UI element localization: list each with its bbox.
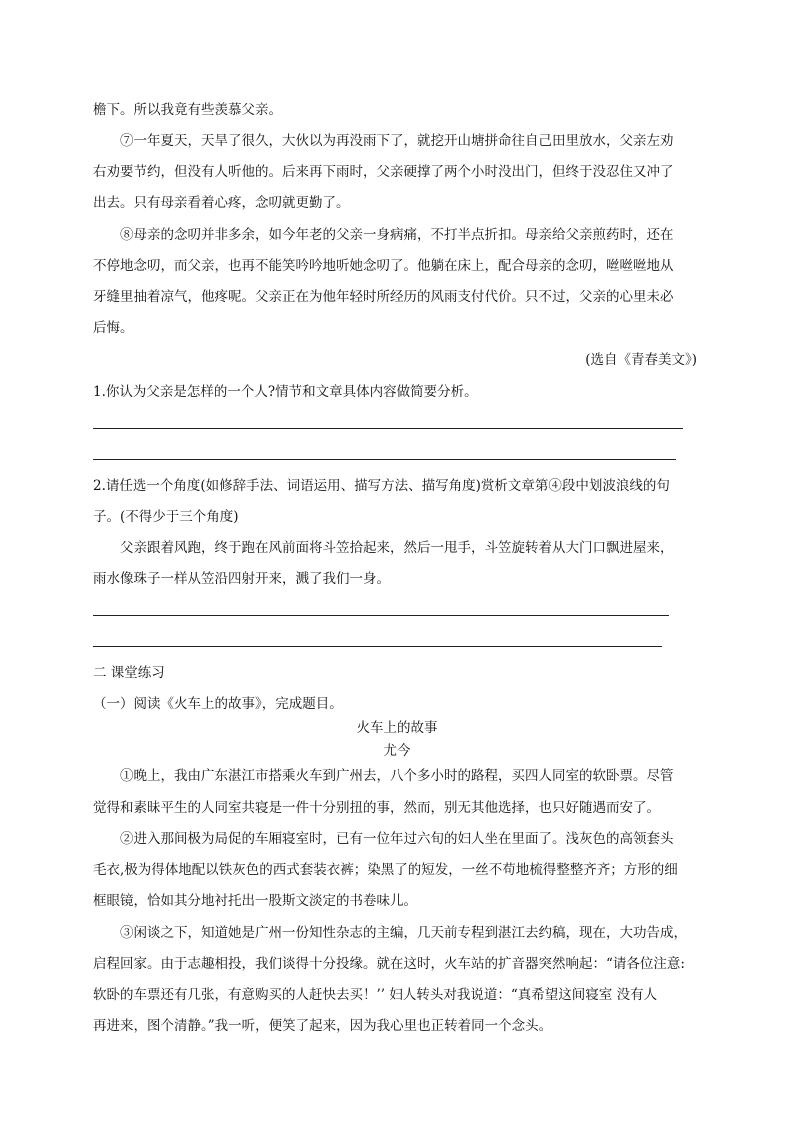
section-heading: 二 课堂练习: [93, 665, 165, 681]
text-line: 后悔。: [93, 320, 134, 336]
text-line: 框眼镜，恰如其分地衬托出一股斯文淡定的书卷味儿。: [93, 893, 417, 909]
text-line: 启程回家。由于志趣相投，我们谈得十分投缘。就在这时，火车站的扩音器突然响起：“请各位注意:: [93, 956, 685, 972]
question-2: 2.请任选一个角度(如修辞手法、词语运用、描写方法、描写角度)赏析文章第④段中划波浪线的句: [93, 478, 670, 494]
text-line: 檐下。所以我竟有些羡慕父亲。: [93, 102, 282, 118]
answer-line-2[interactable]: [93, 459, 676, 460]
paragraph-1-start: ①晚上，我由广东湛江市搭乘火车到广州去，八个多小时的路程，买四人同室的软卧票。尽管: [120, 768, 674, 784]
reading-instruction: （一）阅读《火车上的故事》，完成题目。: [93, 696, 343, 712]
quoted-sentence-cont: 雨水像珠子一样从笠沿四射开来，溅了我们一身。: [93, 571, 390, 587]
text-line: 软卧的车票还有几张，有意购买的人赶快去买！’’ 妇人转头对我说道：“真希望这间寝室 没有人: [93, 987, 658, 1003]
text-line: 不停地念叨，而父亲，也再不能笑吟吟地听她念叨了。他躺在床上，配合母亲的念叨，咝咝咝地从: [93, 258, 674, 274]
paragraph-3-start: ③闲谈之下，知道她是广州一份知性杂志的主编，几天前专程到湛江去约稿，现在，大功告成，: [120, 925, 687, 941]
quoted-sentence: 父亲跟着风跑，终于跑在风前面将斗笠拾起来，然后一甩手，斗笠旋转着从大门口飘进屋来，: [120, 540, 674, 556]
text-line: 子。(不得少于三个角度): [93, 509, 239, 525]
article-title: 火车上的故事: [356, 720, 438, 736]
text-line: 出去。只有母亲看着心疼，念叨就更勤了。: [93, 195, 350, 211]
answer-line-4[interactable]: [93, 646, 662, 647]
question-1: 1.你认为父亲是怎样的一个人?情节和文章具体内容做简要分析。: [93, 384, 478, 400]
paragraph-2-start: ②进入那间极为局促的车厢寝室时，已有一位年过六旬的妇人坐在里面了。浅灰色的高领套头: [120, 831, 674, 847]
text-line: 再进来，图个清静。”我一听，便笑了起来，因为我心里也正转着同一个念头。: [93, 1018, 553, 1034]
text-line: 觉得和素昧平生的人同室共寝是一件十分别扭的事，然而，别无其他选择，也只好随遇而安了。: [93, 800, 660, 816]
answer-line-1[interactable]: [93, 428, 683, 429]
text-line: 牙缝里抽着凉气，他疼呢。父亲正在为他年轻时所经历的风雨支付代价。只不过，父亲的心里未必: [93, 289, 674, 305]
text-line: 右劝要节约，但没有人听他的。后来再下雨时，父亲硬撑了两个小时没出门，但终于没忍住又冲了: [93, 164, 674, 180]
source-citation: (选自《青春美文》): [585, 352, 697, 368]
text-line: 毛衣,极为得体地配以铁灰色的西式套装衣裤；染黑了的短发，一丝不苟地梳得整整齐齐；方形的细: [93, 862, 678, 878]
answer-line-3[interactable]: [93, 615, 669, 616]
article-author: 尤今: [383, 743, 411, 759]
paragraph-8-start: ⑧母亲的念叨并非多余，如今年老的父亲一身病痛，不打半点折扣。母亲给父亲煎药时，还在: [120, 227, 674, 243]
paragraph-7-start: ⑦一年夏天，天旱了很久，大伙以为再没雨下了，就挖开山塘拼命往自己田里放水，父亲左劝: [120, 133, 674, 149]
